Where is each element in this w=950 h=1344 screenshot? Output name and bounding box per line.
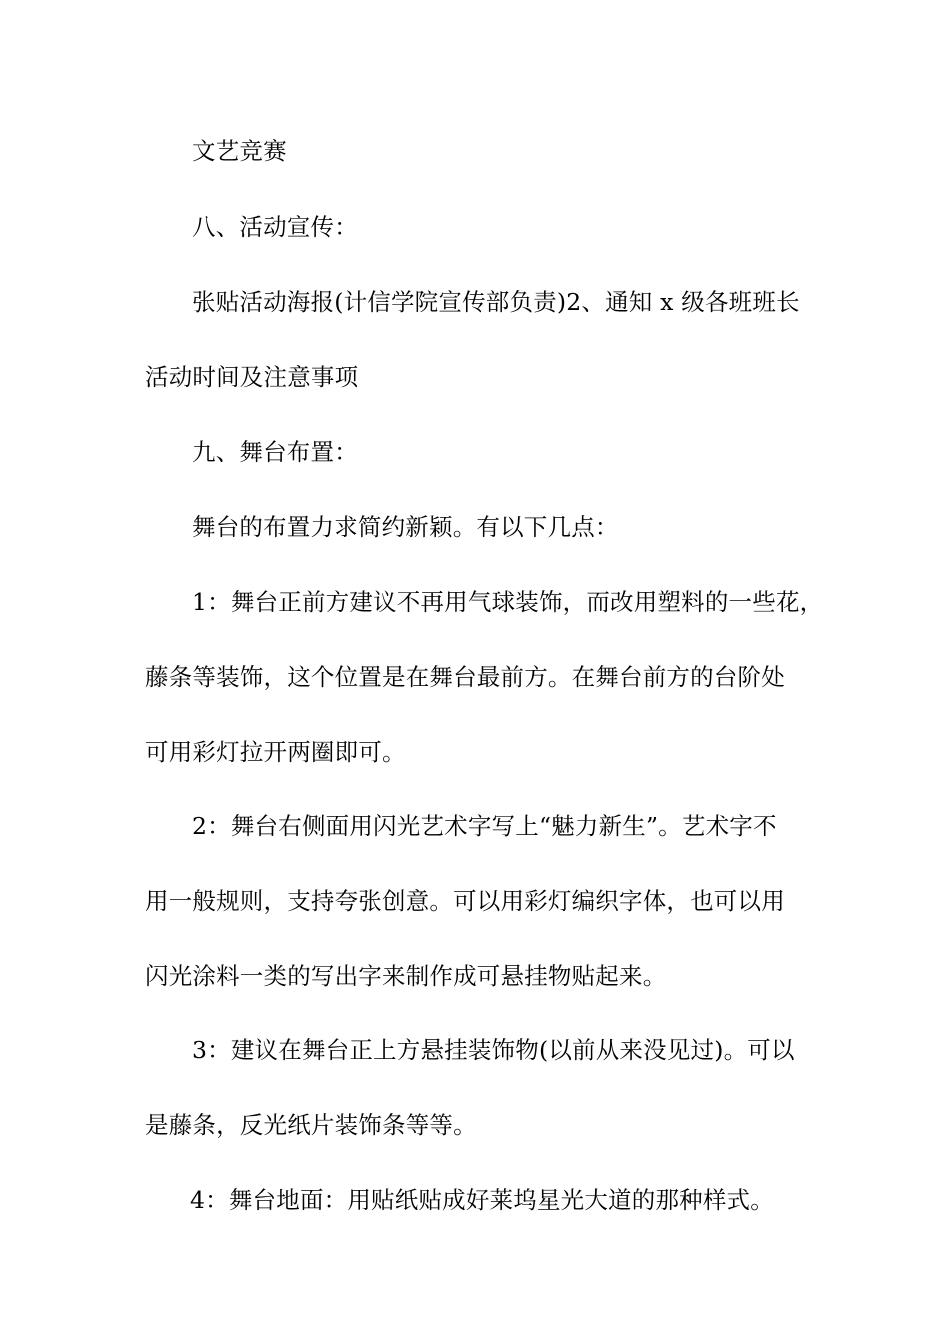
text-line: 藤条等装饰，这个位置是在舞台最前方。在舞台前方的台阶处	[145, 663, 785, 691]
text-line: 是藤条，反光纸片装饰条等等。	[145, 1111, 477, 1139]
text-line: 张贴活动海报(计信学院宣传部负责)2、通知 x 级各班班长	[192, 288, 800, 316]
text-line: 用一般规则，支持夸张创意。可以用彩灯编织字体，也可以用	[145, 887, 785, 915]
list-item: 1：舞台正前方建议不再用气球装饰，而改用塑料的一些花，	[192, 588, 824, 616]
text-line: 文艺竞赛	[192, 137, 287, 165]
list-item: 2：舞台右侧面用闪光艺术字写上“魅力新生”。艺术字不	[192, 812, 777, 840]
list-item: 3：建议在舞台正上方悬挂装饰物(以前从来没见过)。可以	[192, 1036, 795, 1064]
text-line: 闪光涂料一类的写出字来制作成可悬挂物贴起来。	[145, 962, 667, 990]
text-line: 可用彩灯拉开两圈即可。	[145, 738, 406, 766]
list-item: 4：舞台地面：用贴纸贴成好莱坞星光大道的那种样式。	[190, 1186, 774, 1214]
section-heading-publicity: 八、活动宣传：	[192, 213, 358, 241]
text-line: 活动时间及注意事项	[145, 363, 359, 391]
text-line: 舞台的布置力求简约新颖。有以下几点：	[192, 513, 619, 541]
section-heading-stage: 九、舞台布置：	[192, 438, 358, 466]
